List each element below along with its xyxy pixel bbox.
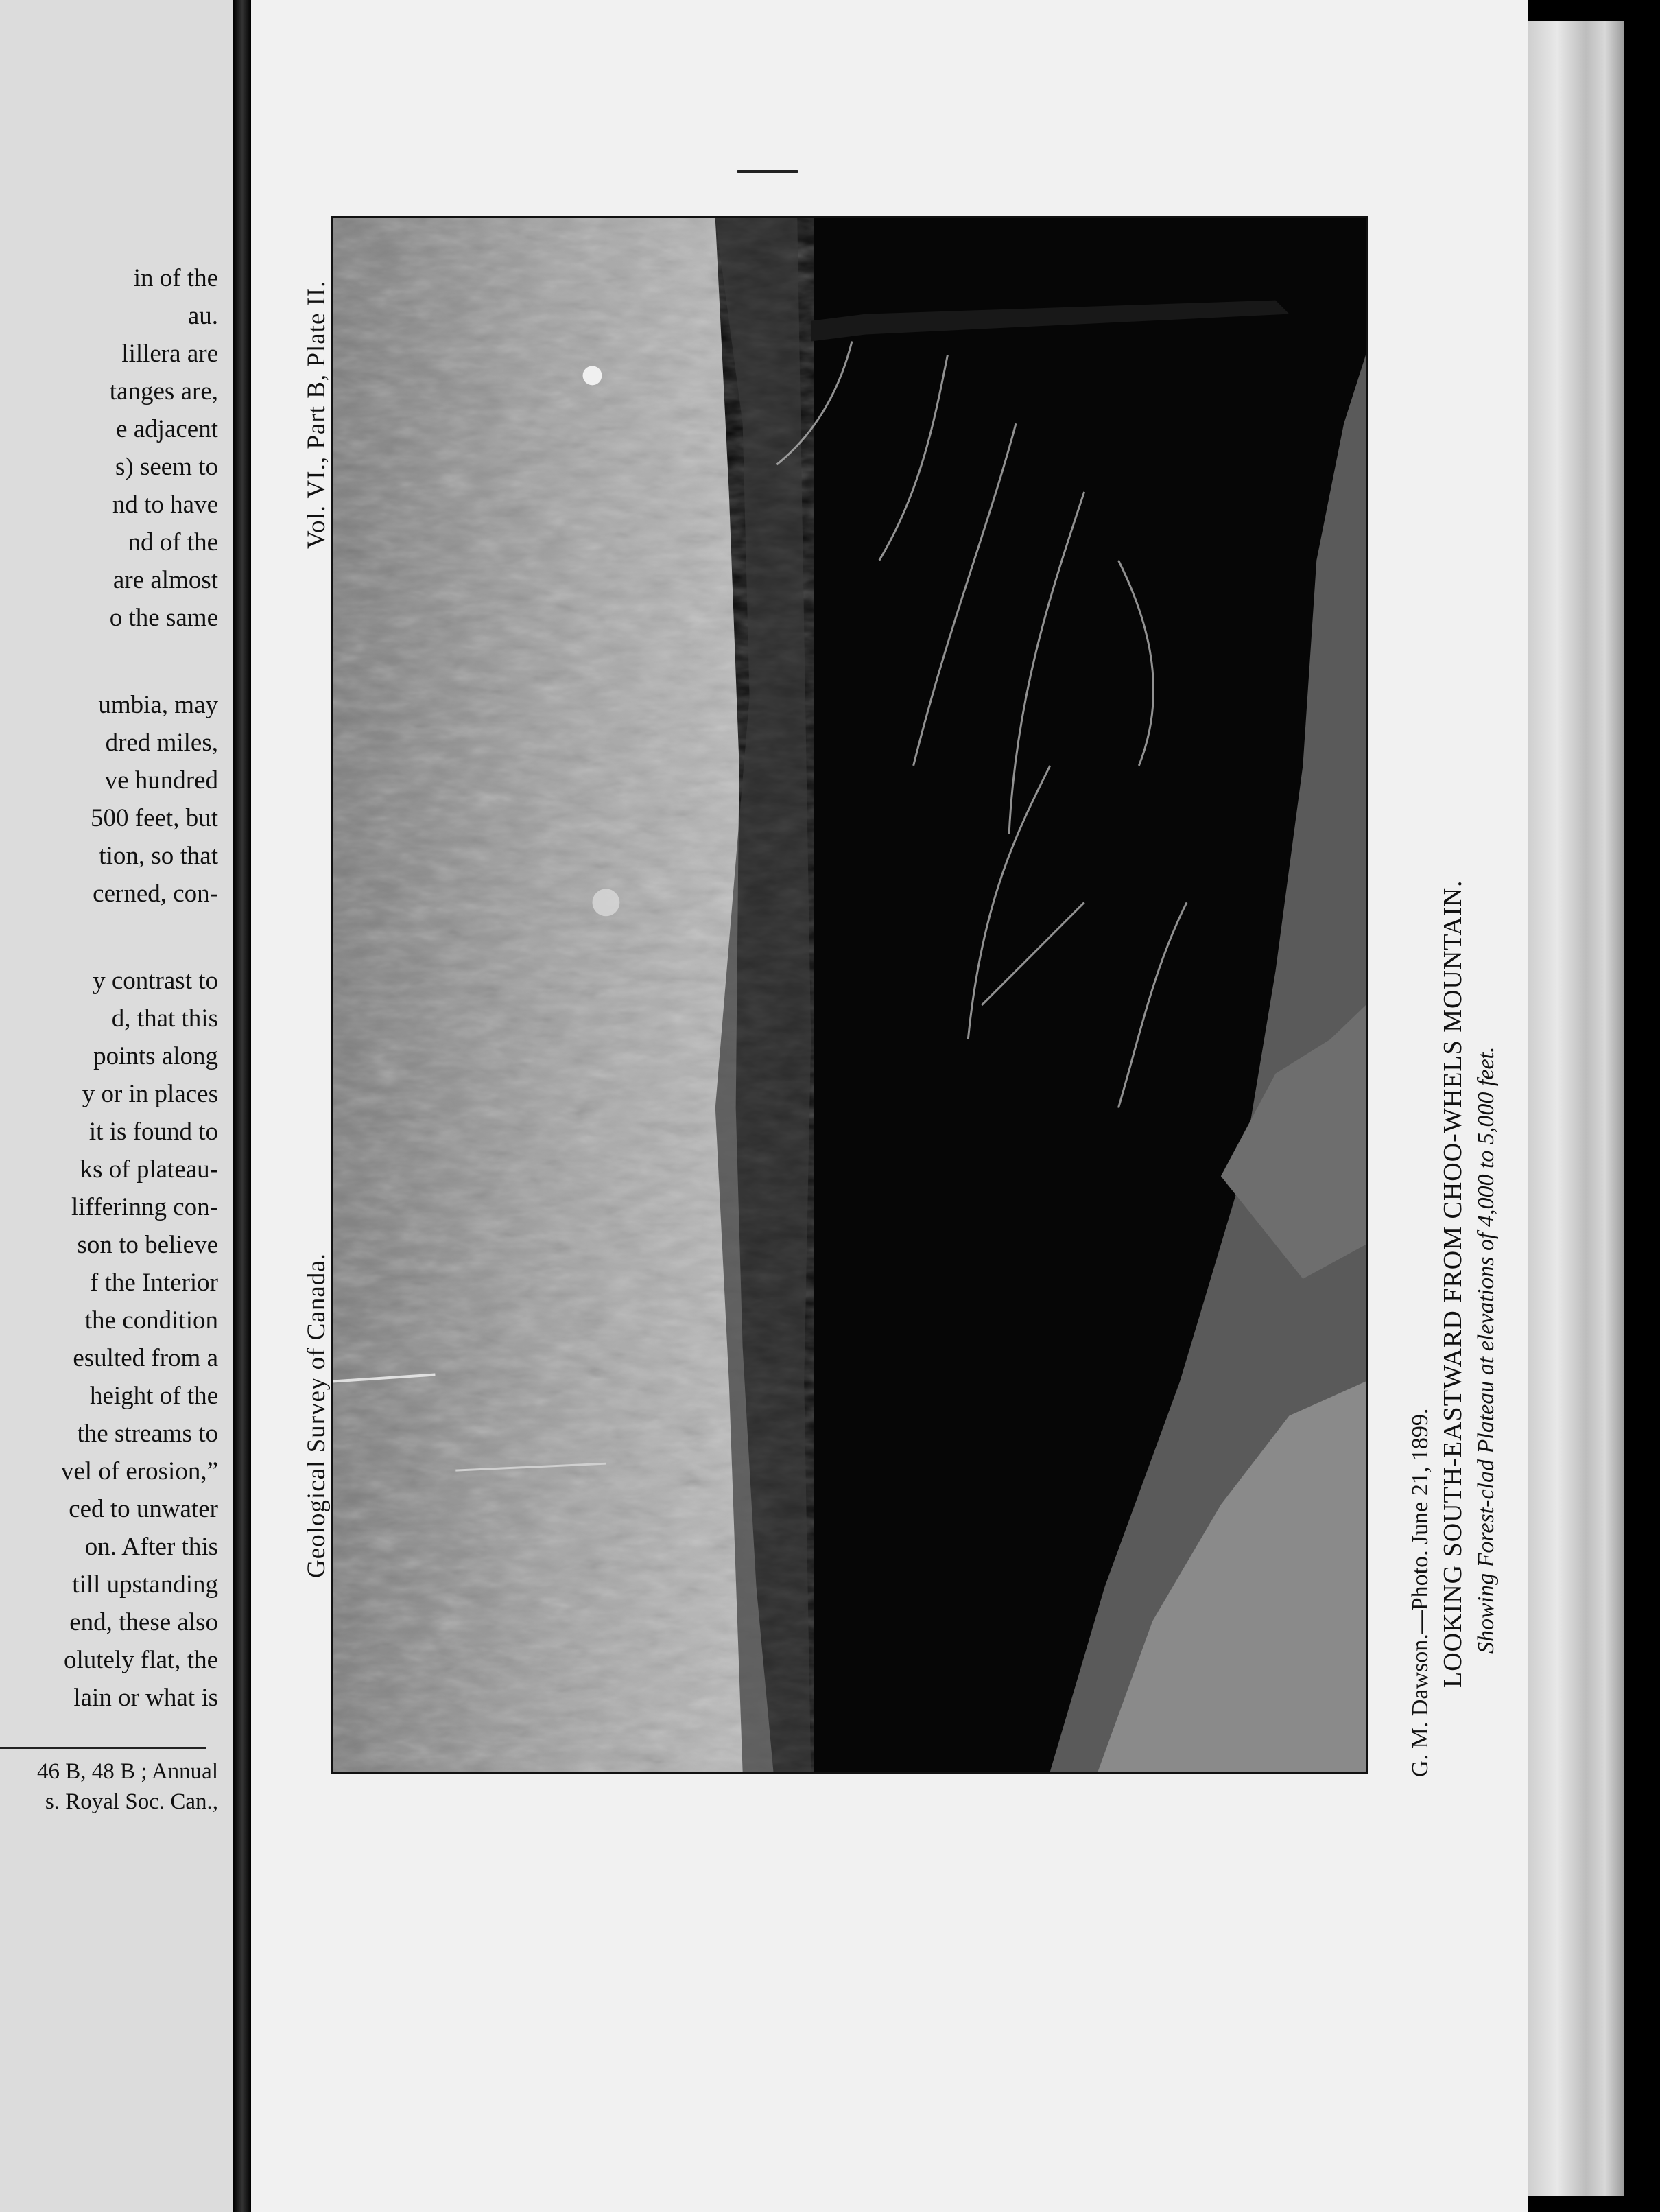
left-page-line: points along	[93, 1042, 218, 1070]
left-page-line: d, that this	[111, 1004, 218, 1033]
photo-credit: G. M. Dawson.—Photo. June 21, 1899.	[1408, 1408, 1433, 1777]
book-gutter	[233, 0, 251, 2212]
footnote-line: 46 B, 48 B ; Annual	[36, 1759, 218, 1784]
survey-name: Geological Survey of Canada.	[303, 1253, 331, 1578]
left-page-line	[0, 637, 218, 686]
left-page-line: in of the	[133, 264, 218, 292]
print-mark	[737, 170, 798, 173]
left-page-line: esulted from a	[73, 1344, 218, 1372]
left-page-line: y contrast to	[93, 967, 218, 995]
left-page-line: e adjacent	[116, 415, 218, 443]
left-page-line: on. After this	[84, 1533, 218, 1561]
left-facing-page	[0, 0, 233, 2212]
left-page-line: y or in places	[82, 1080, 218, 1108]
left-page-line: f the Interior	[90, 1269, 218, 1297]
left-page-line	[0, 913, 218, 962]
left-page-line: the streams to	[77, 1420, 218, 1448]
left-page-line: dred miles,	[105, 729, 218, 757]
left-page-line: end, these also	[69, 1608, 218, 1636]
left-page-line: the condition	[84, 1306, 218, 1334]
left-page-line: lain or what is	[73, 1684, 218, 1712]
plate-title: LOOKING SOUTH-EASTWARD FROM CHOO-WHELS MOUNTAIN.	[1438, 880, 1467, 1688]
left-page-line: ve hundred	[104, 766, 218, 795]
left-page-line: 500 feet, but	[91, 804, 218, 832]
left-page-line: tion, so that	[99, 842, 218, 870]
left-page-line: cerned, con-	[93, 880, 218, 908]
plate-photograph	[331, 216, 1368, 1774]
footnote-rule	[0, 1747, 206, 1749]
plate-subtitle: Showing Forest-clad Plateau at elevations of 4,000 to 5,000 feet.	[1473, 1046, 1499, 1654]
plate-caption	[1408, 542, 1524, 1777]
left-page-line: nd to have	[112, 491, 218, 519]
left-page-line: are almost	[112, 566, 218, 594]
left-page-line: au.	[187, 302, 218, 330]
plate-number: Vol. VI., Part B, Plate II.	[303, 280, 331, 549]
left-page-line: son to believe	[77, 1231, 218, 1259]
left-page-line: vel of erosion,”	[60, 1457, 218, 1485]
left-page-line: s) seem to	[115, 453, 218, 481]
left-page-line: ced to unwater	[69, 1495, 218, 1523]
left-page-line: till upstanding	[72, 1570, 218, 1599]
left-page-line: nd of the	[128, 528, 218, 556]
left-page-line: tanges are,	[109, 377, 218, 405]
left-page-text	[0, 259, 218, 1717]
left-page-line: umbia, may	[98, 691, 218, 719]
page-edges	[1528, 21, 1624, 2196]
footnote-line: s. Royal Soc. Can.,	[45, 1789, 218, 1814]
left-page-line: lifferinng con-	[71, 1193, 218, 1221]
left-page-line: height of the	[89, 1382, 218, 1410]
left-page-line: lillera are	[121, 340, 218, 368]
left-page-line: o the same	[109, 604, 218, 632]
left-page-line: olutely flat, the	[63, 1646, 218, 1674]
left-page-line: it is found to	[88, 1118, 218, 1146]
landscape-photo	[333, 218, 1366, 1772]
left-page-line: ks of plateau-	[80, 1155, 218, 1184]
footnote	[0, 1756, 218, 1817]
